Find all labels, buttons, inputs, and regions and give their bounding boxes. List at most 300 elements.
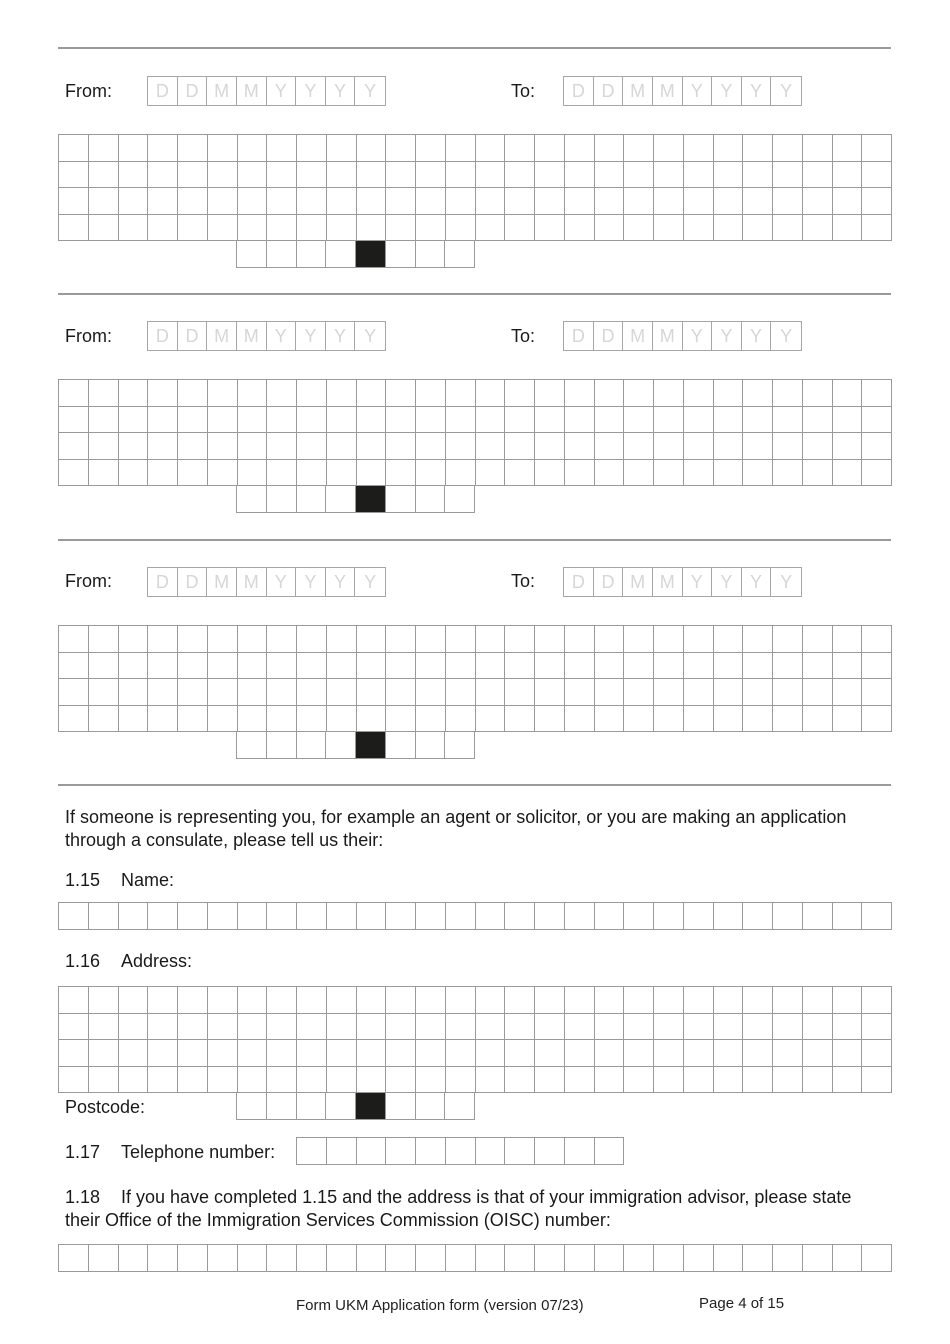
character-cell[interactable] <box>862 188 892 215</box>
character-cell[interactable] <box>833 162 863 189</box>
character-cell[interactable] <box>624 1067 654 1094</box>
character-cell[interactable] <box>208 653 238 680</box>
character-cell[interactable] <box>743 1067 773 1094</box>
character-cell[interactable] <box>357 135 387 162</box>
character-cell[interactable] <box>148 903 178 930</box>
character-cell[interactable] <box>89 460 119 487</box>
character-cell[interactable] <box>565 380 595 407</box>
character-cell[interactable] <box>862 1040 892 1067</box>
character-cell[interactable] <box>416 486 446 513</box>
character-cell[interactable] <box>327 162 357 189</box>
character-cell[interactable] <box>238 135 268 162</box>
character-cell[interactable] <box>357 987 387 1014</box>
character-cell[interactable] <box>119 1014 149 1041</box>
character-cell[interactable] <box>327 188 357 215</box>
date-digit-box[interactable]: D <box>178 568 208 596</box>
character-cell[interactable] <box>327 679 357 706</box>
character-cell[interactable] <box>238 903 268 930</box>
character-cell[interactable] <box>654 903 684 930</box>
character-cell[interactable] <box>119 407 149 434</box>
character-cell[interactable] <box>357 380 387 407</box>
character-cell[interactable] <box>357 1040 387 1067</box>
character-cell[interactable] <box>267 407 297 434</box>
character-cell[interactable] <box>505 987 535 1014</box>
character-cell[interactable] <box>773 407 803 434</box>
character-cell[interactable] <box>624 162 654 189</box>
character-cell[interactable] <box>59 1245 89 1272</box>
character-cell[interactable] <box>326 486 356 513</box>
character-cell[interactable] <box>119 162 149 189</box>
character-cell[interactable] <box>446 1138 476 1165</box>
character-cell[interactable] <box>89 407 119 434</box>
character-cell[interactable] <box>386 407 416 434</box>
character-cell[interactable] <box>654 653 684 680</box>
from-date-field[interactable] <box>147 76 386 106</box>
character-cell[interactable] <box>178 1245 208 1272</box>
character-cell[interactable] <box>386 706 416 733</box>
character-cell[interactable] <box>446 162 476 189</box>
character-cell[interactable] <box>476 1040 506 1067</box>
character-cell[interactable] <box>238 1014 268 1041</box>
character-cell[interactable] <box>803 162 833 189</box>
character-cell[interactable] <box>803 626 833 653</box>
oisc-grid[interactable] <box>58 1244 892 1272</box>
character-cell[interactable] <box>565 188 595 215</box>
character-cell[interactable] <box>446 433 476 460</box>
date-digit-box[interactable]: M <box>207 568 237 596</box>
character-cell[interactable] <box>178 653 208 680</box>
character-cell[interactable] <box>119 903 149 930</box>
character-cell[interactable] <box>714 188 744 215</box>
character-cell[interactable] <box>238 653 268 680</box>
character-cell[interactable] <box>89 1067 119 1094</box>
character-cell[interactable] <box>595 1245 625 1272</box>
character-cell[interactable] <box>476 407 506 434</box>
character-cell[interactable] <box>803 987 833 1014</box>
character-cell[interactable] <box>148 162 178 189</box>
character-cell[interactable] <box>297 1138 327 1165</box>
character-cell[interactable] <box>446 1245 476 1272</box>
character-cell[interactable] <box>59 653 89 680</box>
character-cell[interactable] <box>595 135 625 162</box>
character-cell[interactable] <box>654 215 684 242</box>
character-cell[interactable] <box>297 241 327 268</box>
character-cell[interactable] <box>773 987 803 1014</box>
character-cell[interactable] <box>862 215 892 242</box>
character-cell[interactable] <box>505 706 535 733</box>
character-cell[interactable] <box>59 162 89 189</box>
date-digit-box[interactable]: Y <box>364 571 377 592</box>
character-cell[interactable] <box>178 1014 208 1041</box>
character-cell[interactable] <box>416 1093 446 1120</box>
character-cell[interactable] <box>743 215 773 242</box>
character-cell[interactable] <box>89 433 119 460</box>
character-cell[interactable] <box>684 987 714 1014</box>
character-cell[interactable] <box>386 1138 416 1165</box>
character-cell[interactable] <box>386 1014 416 1041</box>
character-cell[interactable] <box>743 460 773 487</box>
character-cell[interactable] <box>565 1138 595 1165</box>
character-cell[interactable] <box>357 653 387 680</box>
character-cell[interactable] <box>416 460 446 487</box>
character-cell[interactable] <box>208 1040 238 1067</box>
date-digit-box[interactable]: Y <box>780 325 793 346</box>
date-digit-box[interactable]: D <box>594 77 624 105</box>
character-cell[interactable] <box>297 188 327 215</box>
character-cell[interactable] <box>297 135 327 162</box>
character-cell[interactable] <box>297 407 327 434</box>
character-cell[interactable] <box>416 380 446 407</box>
character-cell[interactable] <box>416 1067 446 1094</box>
character-cell[interactable] <box>89 626 119 653</box>
character-cell[interactable] <box>148 460 178 487</box>
character-cell[interactable] <box>624 188 654 215</box>
date-digit-box[interactable]: M <box>653 568 683 596</box>
character-cell[interactable] <box>505 679 535 706</box>
character-cell[interactable] <box>59 188 89 215</box>
character-cell[interactable] <box>386 653 416 680</box>
character-cell[interactable] <box>148 135 178 162</box>
character-cell[interactable] <box>773 215 803 242</box>
character-cell[interactable] <box>386 1093 416 1120</box>
date-digit-box[interactable]: Y <box>712 568 742 596</box>
character-cell[interactable] <box>208 433 238 460</box>
character-cell[interactable] <box>327 903 357 930</box>
character-cell[interactable] <box>446 626 476 653</box>
character-cell[interactable] <box>773 626 803 653</box>
character-cell[interactable] <box>208 407 238 434</box>
character-cell[interactable] <box>684 135 714 162</box>
character-cell[interactable] <box>654 1245 684 1272</box>
character-cell[interactable] <box>89 679 119 706</box>
character-cell[interactable] <box>357 626 387 653</box>
character-cell[interactable] <box>654 1014 684 1041</box>
character-cell[interactable] <box>327 1067 357 1094</box>
character-cell[interactable] <box>624 1014 654 1041</box>
character-cell[interactable] <box>446 188 476 215</box>
character-cell[interactable] <box>833 460 863 487</box>
character-cell[interactable] <box>326 1093 356 1120</box>
character-cell[interactable] <box>535 215 565 242</box>
character-cell[interactable] <box>119 380 149 407</box>
character-cell[interactable] <box>416 433 446 460</box>
character-cell[interactable] <box>267 1093 297 1120</box>
character-cell[interactable] <box>505 626 535 653</box>
character-cell[interactable] <box>535 706 565 733</box>
character-cell[interactable] <box>178 679 208 706</box>
to-date-field[interactable] <box>563 567 802 597</box>
character-cell[interactable] <box>297 706 327 733</box>
character-cell[interactable] <box>178 460 208 487</box>
character-cell[interactable] <box>743 903 773 930</box>
character-cell[interactable] <box>416 626 446 653</box>
from-date-field[interactable] <box>147 321 386 351</box>
character-cell[interactable] <box>654 188 684 215</box>
character-cell[interactable] <box>59 679 89 706</box>
postcode-grid[interactable] <box>236 732 475 759</box>
character-cell[interactable] <box>297 1067 327 1094</box>
character-cell[interactable] <box>565 1040 595 1067</box>
character-cell[interactable] <box>59 433 89 460</box>
date-digit-box[interactable]: Y <box>780 571 793 592</box>
character-cell[interactable] <box>148 215 178 242</box>
character-cell[interactable] <box>654 1067 684 1094</box>
date-digit-box[interactable]: M <box>623 568 653 596</box>
character-cell[interactable] <box>476 1014 506 1041</box>
character-cell[interactable] <box>624 407 654 434</box>
character-cell[interactable] <box>208 380 238 407</box>
character-cell[interactable] <box>416 1138 446 1165</box>
date-digit-box[interactable]: D <box>564 322 594 350</box>
date-digit-box[interactable]: D <box>178 322 208 350</box>
character-cell[interactable] <box>238 433 268 460</box>
character-cell[interactable] <box>238 215 268 242</box>
character-cell[interactable] <box>862 679 892 706</box>
character-cell[interactable] <box>595 162 625 189</box>
character-cell[interactable] <box>505 188 535 215</box>
character-cell[interactable] <box>714 626 744 653</box>
character-cell[interactable] <box>803 1040 833 1067</box>
character-cell[interactable] <box>267 460 297 487</box>
character-cell[interactable] <box>59 1014 89 1041</box>
character-cell[interactable] <box>416 679 446 706</box>
date-digit-box[interactable]: D <box>148 322 178 350</box>
character-cell[interactable] <box>743 380 773 407</box>
date-digit-box[interactable]: Y <box>683 77 713 105</box>
character-cell[interactable] <box>445 1093 475 1120</box>
character-cell[interactable] <box>833 135 863 162</box>
date-digit-box[interactable]: Y <box>267 322 297 350</box>
character-cell[interactable] <box>535 1014 565 1041</box>
character-cell[interactable] <box>476 215 506 242</box>
date-digit-box[interactable]: Y <box>742 322 772 350</box>
character-cell[interactable] <box>624 433 654 460</box>
character-cell[interactable] <box>565 1014 595 1041</box>
character-cell[interactable] <box>237 241 267 268</box>
character-cell[interactable] <box>416 135 446 162</box>
character-cell[interactable] <box>743 1040 773 1067</box>
character-cell[interactable] <box>535 188 565 215</box>
character-cell[interactable] <box>773 433 803 460</box>
character-cell[interactable] <box>327 653 357 680</box>
character-cell[interactable] <box>833 706 863 733</box>
character-cell[interactable] <box>267 486 297 513</box>
character-cell[interactable] <box>267 1067 297 1094</box>
character-cell[interactable] <box>684 679 714 706</box>
character-cell[interactable] <box>416 653 446 680</box>
address-grid[interactable] <box>58 134 892 241</box>
character-cell[interactable] <box>59 135 89 162</box>
character-cell[interactable] <box>267 679 297 706</box>
character-cell[interactable] <box>446 407 476 434</box>
character-cell[interactable] <box>237 486 267 513</box>
date-digit-box[interactable]: M <box>653 77 683 105</box>
character-cell[interactable] <box>565 407 595 434</box>
character-cell[interactable] <box>714 215 744 242</box>
character-cell[interactable] <box>773 903 803 930</box>
date-digit-box[interactable]: Y <box>712 322 742 350</box>
character-cell[interactable] <box>148 1067 178 1094</box>
date-digit-box[interactable]: D <box>148 77 178 105</box>
character-cell[interactable] <box>297 433 327 460</box>
character-cell[interactable] <box>416 732 446 759</box>
character-cell[interactable] <box>654 460 684 487</box>
character-cell[interactable] <box>416 903 446 930</box>
character-cell[interactable] <box>595 1014 625 1041</box>
character-cell[interactable] <box>862 380 892 407</box>
character-cell[interactable] <box>833 626 863 653</box>
character-cell[interactable] <box>327 626 357 653</box>
character-cell[interactable] <box>357 679 387 706</box>
character-cell[interactable] <box>862 1245 892 1272</box>
character-cell[interactable] <box>684 380 714 407</box>
character-cell[interactable] <box>178 135 208 162</box>
character-cell[interactable] <box>803 215 833 242</box>
from-date-field[interactable] <box>147 567 386 597</box>
character-cell[interactable] <box>833 653 863 680</box>
character-cell[interactable] <box>505 135 535 162</box>
character-cell[interactable] <box>654 987 684 1014</box>
date-digit-box[interactable]: D <box>564 77 594 105</box>
character-cell[interactable] <box>237 732 267 759</box>
character-cell[interactable] <box>714 1040 744 1067</box>
character-cell[interactable] <box>505 903 535 930</box>
character-cell[interactable] <box>238 188 268 215</box>
character-cell[interactable] <box>446 1040 476 1067</box>
date-digit-box[interactable]: Y <box>267 77 297 105</box>
character-cell[interactable] <box>208 1245 238 1272</box>
character-cell[interactable] <box>89 135 119 162</box>
character-cell[interactable] <box>386 1245 416 1272</box>
character-cell[interactable] <box>445 486 475 513</box>
character-cell[interactable] <box>446 380 476 407</box>
character-cell[interactable] <box>535 1040 565 1067</box>
character-cell[interactable] <box>714 407 744 434</box>
character-cell[interactable] <box>773 460 803 487</box>
character-cell[interactable] <box>833 1040 863 1067</box>
character-cell[interactable] <box>476 706 506 733</box>
character-cell[interactable] <box>297 380 327 407</box>
character-cell[interactable] <box>208 903 238 930</box>
character-cell[interactable] <box>535 626 565 653</box>
postcode-grid[interactable] <box>236 241 475 268</box>
character-cell[interactable] <box>89 987 119 1014</box>
character-cell[interactable] <box>862 407 892 434</box>
character-cell[interactable] <box>505 407 535 434</box>
character-cell[interactable] <box>535 380 565 407</box>
character-cell[interactable] <box>267 653 297 680</box>
character-cell[interactable] <box>357 215 387 242</box>
character-cell[interactable] <box>238 460 268 487</box>
date-digit-box[interactable]: D <box>148 568 178 596</box>
character-cell[interactable] <box>446 215 476 242</box>
character-cell[interactable] <box>178 162 208 189</box>
character-cell[interactable] <box>803 1067 833 1094</box>
character-cell[interactable] <box>357 162 387 189</box>
character-cell[interactable] <box>178 903 208 930</box>
character-cell[interactable] <box>327 987 357 1014</box>
character-cell[interactable] <box>208 162 238 189</box>
character-cell[interactable] <box>803 1014 833 1041</box>
character-cell[interactable] <box>535 679 565 706</box>
character-cell[interactable] <box>624 987 654 1014</box>
character-cell[interactable] <box>386 1067 416 1094</box>
character-cell[interactable] <box>743 188 773 215</box>
character-cell[interactable] <box>624 380 654 407</box>
character-cell[interactable] <box>208 1067 238 1094</box>
character-cell[interactable] <box>148 1245 178 1272</box>
character-cell[interactable] <box>59 215 89 242</box>
character-cell[interactable] <box>119 987 149 1014</box>
address-grid[interactable] <box>58 625 892 732</box>
character-cell[interactable] <box>773 1067 803 1094</box>
character-cell[interactable] <box>476 433 506 460</box>
character-cell[interactable] <box>743 653 773 680</box>
character-cell[interactable] <box>773 380 803 407</box>
character-cell[interactable] <box>446 1014 476 1041</box>
character-cell[interactable] <box>119 706 149 733</box>
character-cell[interactable] <box>267 215 297 242</box>
character-cell[interactable] <box>684 407 714 434</box>
character-cell[interactable] <box>773 653 803 680</box>
character-cell[interactable] <box>119 653 149 680</box>
character-cell[interactable] <box>595 987 625 1014</box>
character-cell[interactable] <box>327 135 357 162</box>
character-cell[interactable] <box>386 486 416 513</box>
character-cell[interactable] <box>59 903 89 930</box>
character-cell[interactable] <box>684 460 714 487</box>
character-cell[interactable] <box>684 188 714 215</box>
character-cell[interactable] <box>565 626 595 653</box>
character-cell[interactable] <box>773 679 803 706</box>
character-cell[interactable] <box>535 987 565 1014</box>
character-cell[interactable] <box>267 1014 297 1041</box>
character-cell[interactable] <box>714 679 744 706</box>
character-cell[interactable] <box>773 1245 803 1272</box>
character-cell[interactable] <box>297 1040 327 1067</box>
character-cell[interactable] <box>446 706 476 733</box>
character-cell[interactable] <box>327 706 357 733</box>
character-cell[interactable] <box>297 626 327 653</box>
character-cell[interactable] <box>357 903 387 930</box>
character-cell[interactable] <box>833 903 863 930</box>
character-cell[interactable] <box>119 1067 149 1094</box>
character-cell[interactable] <box>535 1245 565 1272</box>
character-cell[interactable] <box>416 215 446 242</box>
character-cell[interactable] <box>416 162 446 189</box>
character-cell[interactable] <box>654 1040 684 1067</box>
character-cell[interactable] <box>386 433 416 460</box>
character-cell[interactable] <box>89 215 119 242</box>
character-cell[interactable] <box>803 706 833 733</box>
character-cell[interactable] <box>59 1040 89 1067</box>
character-cell[interactable] <box>326 241 356 268</box>
character-cell[interactable] <box>59 1067 89 1094</box>
character-cell[interactable] <box>297 486 327 513</box>
character-cell[interactable] <box>238 679 268 706</box>
character-cell[interactable] <box>714 433 744 460</box>
character-cell[interactable] <box>862 1014 892 1041</box>
character-cell[interactable] <box>208 1014 238 1041</box>
character-cell[interactable] <box>267 987 297 1014</box>
date-digit-box[interactable]: M <box>207 322 237 350</box>
character-cell[interactable] <box>476 626 506 653</box>
character-cell[interactable] <box>59 706 89 733</box>
character-cell[interactable] <box>148 626 178 653</box>
character-cell[interactable] <box>178 407 208 434</box>
character-cell[interactable] <box>684 653 714 680</box>
character-cell[interactable] <box>89 653 119 680</box>
